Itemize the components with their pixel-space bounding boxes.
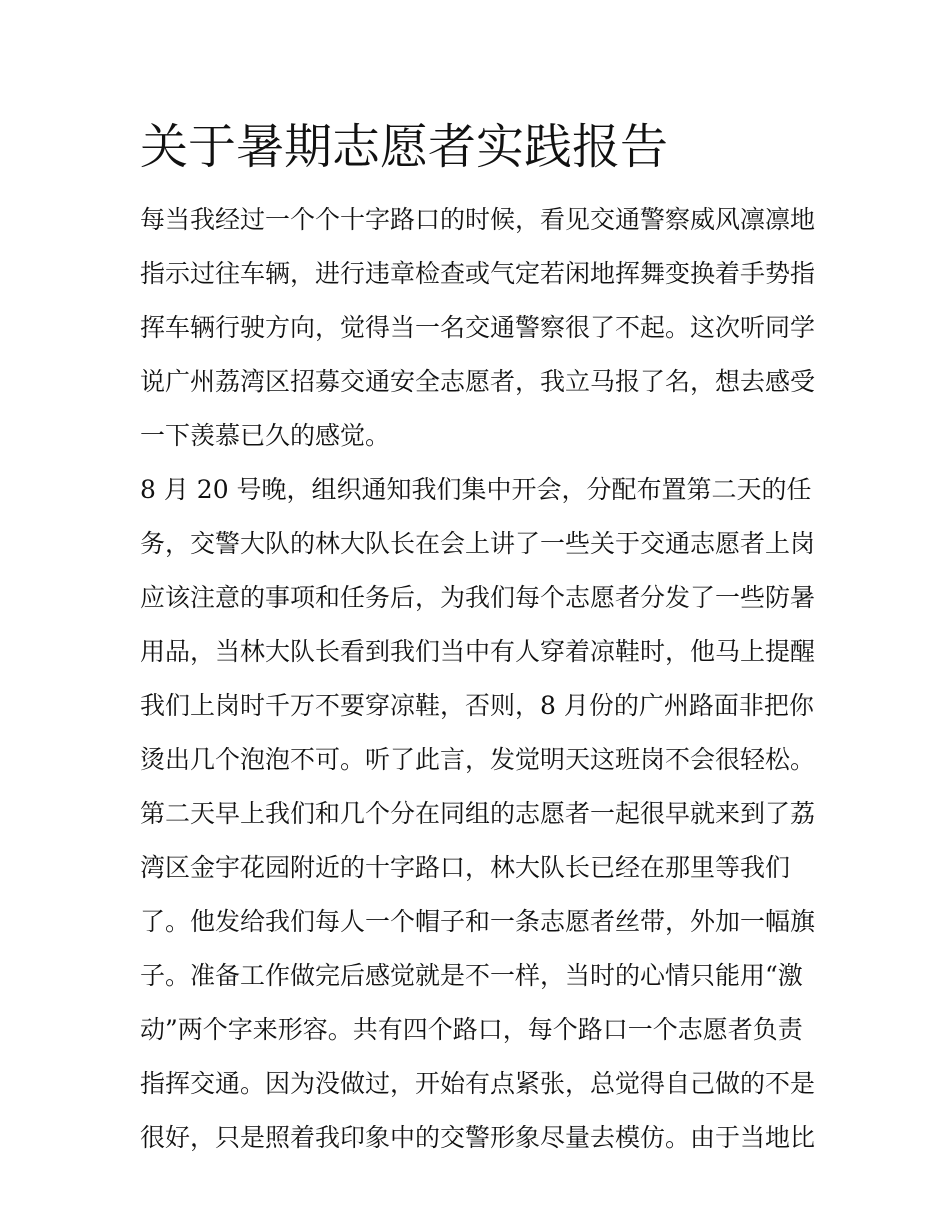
body-line-14: 了。他发给我们每人一个帽子和一条志愿者丝带，外加一幅旗 xyxy=(140,907,816,936)
body-line-10: 我们上岗时千万不要穿凉鞋，否则，8 月份的广州路面非把你 xyxy=(140,691,814,720)
body-line-5: 一下羡慕已久的感觉。 xyxy=(140,421,391,450)
body-line-2: 指示过往车辆，进行违章检查或气定若闲地挥舞变换着手势指 xyxy=(140,259,816,288)
body-line-18: 很好，只是照着我印象中的交警形象尽量去模仿。由于当地比 xyxy=(140,1123,816,1152)
body-line-3: 挥车辆行驶方向，觉得当一名交通警察很了不起。这次听同学 xyxy=(140,313,816,342)
body-line-7: 务，交警大队的林大队长在会上讲了一些关于交通志愿者上岗 xyxy=(140,529,816,558)
body-line-11: 烫出几个泡泡不可。听了此言，发觉明天这班岗不会很轻松。 xyxy=(140,745,816,774)
document-title: 关于暑期志愿者实践报告 xyxy=(140,119,669,175)
body-line-15: 子。准备工作做完后感觉就是不一样，当时的心情只能用“激 xyxy=(140,961,803,990)
body-line-9: 用品，当林大队长看到我们当中有人穿着凉鞋时，他马上提醒 xyxy=(140,637,816,666)
body-line-17: 指挥交通。因为没做过，开始有点紧张，总觉得自己做的不是 xyxy=(140,1069,816,1098)
body-line-1: 每当我经过一个个十字路口的时候，看见交通警察威风凛凛地 xyxy=(140,205,816,234)
body-line-16: 动”两个字来形容。共有四个路口，每个路口一个志愿者负责 xyxy=(140,1015,803,1044)
body-line-12: 第二天早上我们和几个分在同组的志愿者一起很早就来到了荔 xyxy=(140,799,816,828)
body-line-8: 应该注意的事项和任务后，为我们每个志愿者分发了一些防暑 xyxy=(140,583,816,612)
body-line-6: 8 月 20 号晚，组织通知我们集中开会，分配布置第二天的任 xyxy=(140,475,812,504)
body-line-4: 说广州荔湾区招募交通安全志愿者，我立马报了名，想去感受 xyxy=(140,367,816,396)
body-line-13: 湾区金宇花园附近的十字路口，林大队长已经在那里等我们 xyxy=(140,853,791,882)
